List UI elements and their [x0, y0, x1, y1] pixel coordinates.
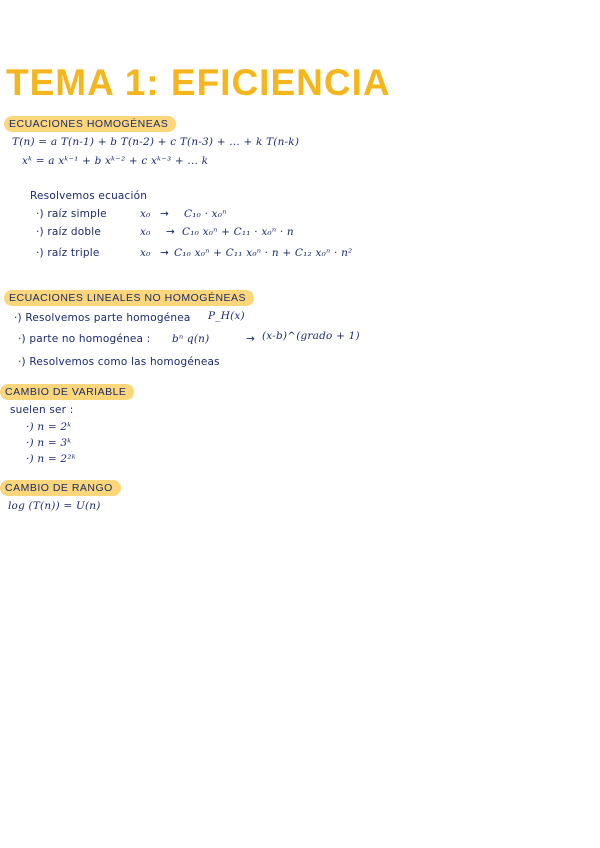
- nh-item-2-result: (x-b)^(grado + 1): [262, 330, 360, 342]
- case-simple-label: ·) raíz simple: [36, 208, 107, 220]
- recurrence-formula: T(n) = a T(n-1) + b T(n-2) + c T(n-3) + ... + k T(n-k): [12, 136, 300, 148]
- case-triple-root: x₀: [140, 247, 151, 259]
- cambio-rango-formula: log (T(n)) = U(n): [8, 500, 101, 512]
- case-doble-root: x₀: [140, 226, 151, 238]
- case-doble-label: ·) raíz doble: [36, 226, 102, 238]
- page-title: TEMA 1: EFICIENCIA: [6, 62, 391, 103]
- cv-item-1: ·) n = 2ᵏ: [26, 421, 72, 433]
- heading-cambio-variable: CAMBIO DE VARIABLE: [0, 384, 134, 400]
- nh-item-2-arrow: →: [246, 333, 255, 345]
- case-triple-arrow: →: [160, 247, 169, 259]
- case-simple-root: x₀: [140, 208, 151, 220]
- case-triple-label: ·) raíz triple: [36, 247, 100, 259]
- nh-item-1-extra: P_H(x): [208, 310, 245, 322]
- cv-item-3: ·) n = 2²ᵏ: [26, 453, 76, 465]
- nh-item-2-extra: bⁿ q(n): [172, 333, 210, 345]
- case-simple-result: C₁₀ · x₀ⁿ: [184, 208, 227, 220]
- cv-item-2: ·) n = 3ᵏ: [26, 437, 72, 449]
- case-doble-result: C₁₀ x₀ⁿ + C₁₁ · x₀ⁿ · n: [182, 226, 294, 238]
- suelen-ser-label: suelen ser :: [10, 404, 74, 416]
- nh-item-3-text: ·) Resolvemos como las homogéneas: [18, 356, 220, 368]
- case-simple-arrow: →: [160, 208, 169, 220]
- heading-no-homogeneas: ECUACIONES LINEALES NO HOMOGÉNEAS: [4, 290, 254, 306]
- nh-item-2-text: ·) parte no homogénea :: [18, 333, 151, 345]
- case-doble-arrow: →: [166, 226, 175, 238]
- heading-homogeneas: ECUACIONES HOMOGÉNEAS: [4, 116, 176, 132]
- resolvemos-label: Resolvemos ecuación: [30, 190, 148, 202]
- case-triple-result: C₁₀ x₀ⁿ + C₁₁ x₀ⁿ · n + C₁₂ x₀ⁿ · n²: [174, 247, 353, 259]
- heading-cambio-rango: CAMBIO DE RANGO: [0, 480, 121, 496]
- nh-item-1-text: ·) Resolvemos parte homogénea: [14, 312, 191, 324]
- characteristic-equation: xᵏ = a xᵏ⁻¹ + b xᵏ⁻² + c xᵏ⁻³ + ... k: [22, 155, 209, 167]
